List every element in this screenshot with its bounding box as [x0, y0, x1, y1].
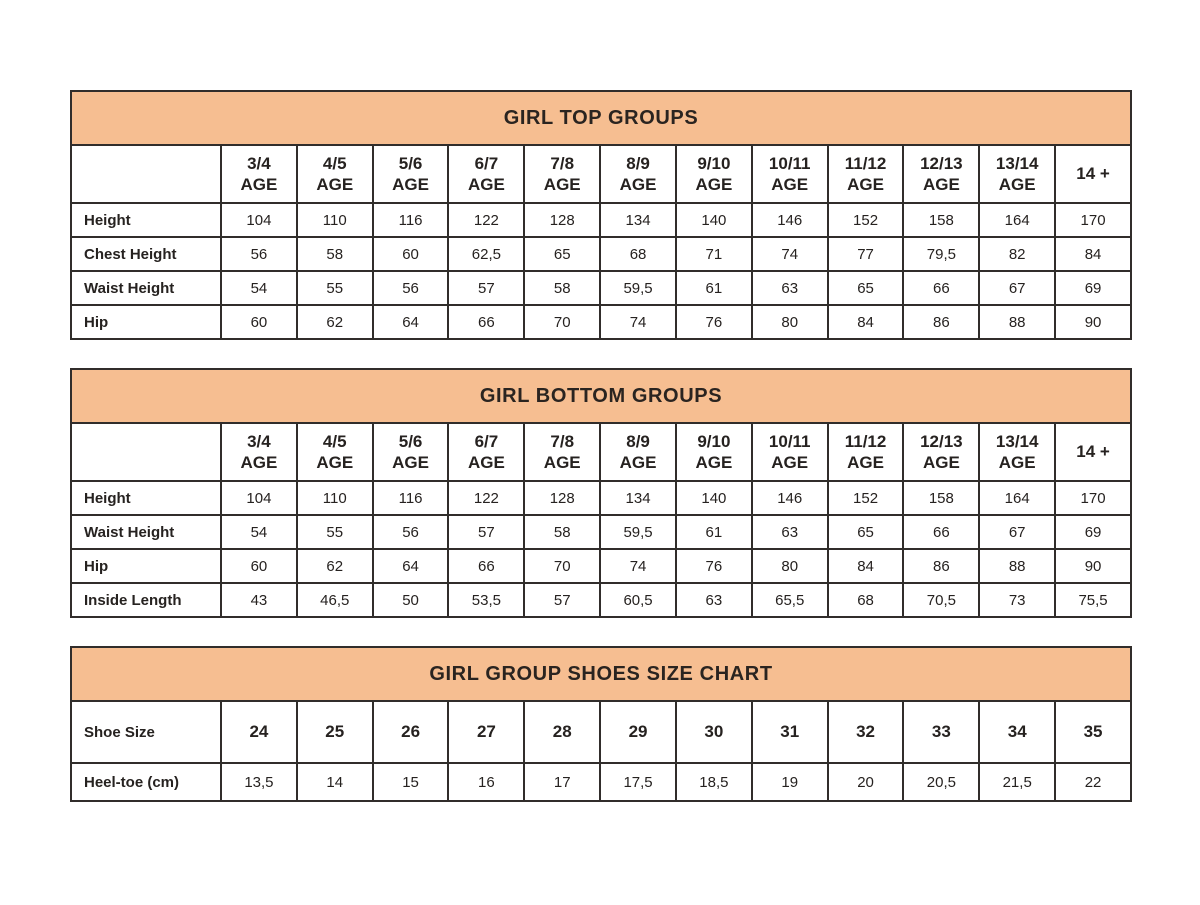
value-cell: 63 [752, 515, 828, 549]
value-cell: 59,5 [600, 271, 676, 305]
value-cell: 13,5 [221, 763, 297, 801]
value-cell: 66 [448, 305, 524, 339]
girl-bottom-groups-table [70, 368, 1132, 618]
value-cell: 60 [221, 305, 297, 339]
value-cell: 60 [373, 237, 449, 271]
value-cell: 63 [752, 271, 828, 305]
age-unit-label: AGE [392, 453, 429, 472]
age-size-label: 14 + [1076, 442, 1110, 462]
age-size-label: 9/10 [697, 153, 731, 173]
value-cell: 26 [373, 701, 449, 763]
table-title-row [71, 369, 1131, 423]
value-cell: 71 [676, 237, 752, 271]
table-row [71, 305, 1131, 339]
age-header-cell [828, 423, 904, 481]
age-unit-label: AGE [619, 175, 657, 194]
age-unit-label: AGE [240, 175, 278, 194]
value-cell: 104 [221, 481, 297, 515]
age-size-label: 6/7 [474, 431, 499, 451]
value-cell: 64 [373, 549, 449, 583]
value-cell: 60,5 [600, 583, 676, 617]
age-unit-label: AGE [619, 453, 657, 472]
value-cell: 170 [1055, 481, 1131, 515]
value-cell: 146 [752, 203, 828, 237]
age-header-cell [524, 145, 600, 203]
corner-cell [71, 423, 221, 481]
value-cell: 128 [524, 203, 600, 237]
value-cell: 54 [221, 271, 297, 305]
value-cell: 84 [828, 305, 904, 339]
age-header-cell [828, 145, 904, 203]
value-cell: 17,5 [600, 763, 676, 801]
value-cell: 164 [979, 481, 1055, 515]
value-cell: 158 [903, 203, 979, 237]
row-label-cell: Hip [71, 305, 221, 339]
age-unit-label: AGE [316, 453, 354, 472]
value-cell: 158 [903, 481, 979, 515]
value-cell: 116 [373, 481, 449, 515]
value-cell: 74 [600, 305, 676, 339]
age-header-cell [448, 145, 524, 203]
value-cell: 50 [373, 583, 449, 617]
value-cell: 122 [448, 203, 524, 237]
age-header-cell [373, 423, 449, 481]
corner-cell [71, 145, 221, 203]
value-cell: 140 [676, 203, 752, 237]
age-unit-label: AGE [695, 175, 733, 194]
age-unit-label: AGE [316, 175, 354, 194]
value-cell: 59,5 [600, 515, 676, 549]
value-cell: 56 [373, 271, 449, 305]
value-cell: 110 [297, 203, 373, 237]
age-header-cell [676, 145, 752, 203]
age-size-label: 12/13 [920, 153, 963, 173]
value-cell: 122 [448, 481, 524, 515]
age-unit-label: AGE [847, 175, 884, 194]
age-size-label: 4/5 [322, 153, 347, 173]
age-header-cell [676, 423, 752, 481]
value-cell: 70 [524, 549, 600, 583]
age-unit-label: AGE [467, 175, 505, 194]
age-size-label: 3/4 [247, 153, 271, 173]
table-row [71, 583, 1131, 617]
value-cell: 73 [979, 583, 1055, 617]
value-cell: 67 [979, 515, 1055, 549]
value-cell: 19 [752, 763, 828, 801]
value-cell: 90 [1055, 305, 1131, 339]
value-cell: 116 [373, 203, 449, 237]
row-label-cell: Waist Height [71, 515, 221, 549]
table-row [71, 271, 1131, 305]
value-cell: 80 [752, 549, 828, 583]
value-cell: 69 [1055, 271, 1131, 305]
value-cell: 22 [1055, 763, 1131, 801]
age-size-label: 14 + [1076, 164, 1110, 184]
value-cell: 134 [600, 481, 676, 515]
value-cell: 128 [524, 481, 600, 515]
value-cell: 140 [676, 481, 752, 515]
age-unit-label: AGE [543, 175, 581, 194]
value-cell: 90 [1055, 549, 1131, 583]
age-header-cell [373, 145, 449, 203]
age-header-row [71, 423, 1131, 481]
value-cell: 66 [903, 515, 979, 549]
age-unit-label: AGE [998, 175, 1036, 194]
age-unit-label: AGE [847, 453, 884, 472]
age-size-label: 11/12 [844, 431, 887, 451]
value-cell: 79,5 [903, 237, 979, 271]
value-cell: 76 [676, 305, 752, 339]
value-cell: 65 [524, 237, 600, 271]
value-cell: 68 [600, 237, 676, 271]
row-label-cell: Height [71, 481, 221, 515]
age-unit-label: AGE [771, 175, 809, 194]
table-row [71, 203, 1131, 237]
value-cell: 152 [828, 203, 904, 237]
girl-shoes-size-table [70, 646, 1132, 802]
age-header-cell [979, 423, 1055, 481]
age-unit-label: AGE [392, 175, 429, 194]
value-cell: 63 [676, 583, 752, 617]
value-cell: 65 [828, 515, 904, 549]
value-cell: 170 [1055, 203, 1131, 237]
value-cell: 110 [297, 481, 373, 515]
value-cell: 58 [524, 271, 600, 305]
age-header-cell [1055, 145, 1131, 203]
age-size-label: 7/8 [550, 431, 575, 451]
value-cell: 88 [979, 549, 1055, 583]
value-cell: 55 [297, 515, 373, 549]
age-unit-label: AGE [240, 453, 278, 472]
age-size-label: 6/7 [474, 153, 499, 173]
table-title: GIRL BOTTOM GROUPS [71, 369, 1131, 423]
age-header-cell [524, 423, 600, 481]
value-cell: 25 [297, 701, 373, 763]
value-cell: 56 [373, 515, 449, 549]
age-header-cell [221, 145, 297, 203]
value-cell: 54 [221, 515, 297, 549]
age-size-label: 12/13 [920, 431, 963, 451]
row-label-cell: Inside Length [71, 583, 221, 617]
age-header-cell [600, 423, 676, 481]
value-cell: 65 [828, 271, 904, 305]
value-cell: 134 [600, 203, 676, 237]
girl-top-groups-table [70, 90, 1132, 340]
age-size-label: 11/12 [844, 153, 887, 173]
value-cell: 43 [221, 583, 297, 617]
value-cell: 65,5 [752, 583, 828, 617]
age-header-cell [221, 423, 297, 481]
age-size-label: 9/10 [697, 431, 731, 451]
value-cell: 57 [524, 583, 600, 617]
table-row [71, 763, 1131, 801]
value-cell: 27 [448, 701, 524, 763]
age-header-cell [600, 145, 676, 203]
value-cell: 70,5 [903, 583, 979, 617]
age-size-label: 7/8 [550, 153, 575, 173]
value-cell: 56 [221, 237, 297, 271]
age-size-label: 3/4 [247, 431, 271, 451]
value-cell: 28 [524, 701, 600, 763]
value-cell: 62 [297, 305, 373, 339]
age-unit-label: AGE [998, 453, 1036, 472]
value-cell: 62,5 [448, 237, 524, 271]
age-size-label: 8/9 [626, 431, 650, 451]
value-cell: 69 [1055, 515, 1131, 549]
value-cell: 60 [221, 549, 297, 583]
age-header-cell [297, 145, 373, 203]
value-cell: 24 [221, 701, 297, 763]
value-cell: 20 [828, 763, 904, 801]
value-cell: 46,5 [297, 583, 373, 617]
age-size-label: 10/11 [768, 153, 811, 173]
row-label-cell: Height [71, 203, 221, 237]
value-cell: 34 [979, 701, 1055, 763]
age-size-label: 10/11 [768, 431, 811, 451]
row-label-cell: Heel-toe (cm) [71, 763, 221, 801]
table-row [71, 237, 1131, 271]
value-cell: 76 [676, 549, 752, 583]
value-cell: 18,5 [676, 763, 752, 801]
table-row [71, 701, 1131, 763]
value-cell: 31 [752, 701, 828, 763]
row-label-cell: Hip [71, 549, 221, 583]
age-header-cell [297, 423, 373, 481]
value-cell: 61 [676, 515, 752, 549]
value-cell: 74 [752, 237, 828, 271]
value-cell: 57 [448, 271, 524, 305]
age-size-label: 5/6 [398, 431, 423, 451]
age-header-cell [448, 423, 524, 481]
value-cell: 86 [903, 549, 979, 583]
table-title-row [71, 647, 1131, 701]
value-cell: 77 [828, 237, 904, 271]
value-cell: 58 [297, 237, 373, 271]
value-cell: 146 [752, 481, 828, 515]
value-cell: 104 [221, 203, 297, 237]
table-row [71, 481, 1131, 515]
value-cell: 75,5 [1055, 583, 1131, 617]
age-header-cell [903, 423, 979, 481]
age-unit-label: AGE [922, 175, 960, 194]
value-cell: 86 [903, 305, 979, 339]
age-unit-label: AGE [695, 453, 733, 472]
age-header-cell [752, 145, 828, 203]
value-cell: 68 [828, 583, 904, 617]
age-unit-label: AGE [922, 453, 960, 472]
age-size-label: 13/14 [995, 431, 1039, 451]
table-title: GIRL GROUP SHOES SIZE CHART [71, 647, 1131, 701]
value-cell: 21,5 [979, 763, 1055, 801]
value-cell: 164 [979, 203, 1055, 237]
value-cell: 53,5 [448, 583, 524, 617]
value-cell: 58 [524, 515, 600, 549]
value-cell: 29 [600, 701, 676, 763]
value-cell: 82 [979, 237, 1055, 271]
value-cell: 15 [373, 763, 449, 801]
value-cell: 70 [524, 305, 600, 339]
age-size-label: 5/6 [398, 153, 423, 173]
table-title: GIRL TOP GROUPS [71, 91, 1131, 145]
value-cell: 80 [752, 305, 828, 339]
table-row [71, 549, 1131, 583]
age-header-cell [979, 145, 1055, 203]
value-cell: 35 [1055, 701, 1131, 763]
value-cell: 16 [448, 763, 524, 801]
value-cell: 67 [979, 271, 1055, 305]
value-cell: 33 [903, 701, 979, 763]
value-cell: 62 [297, 549, 373, 583]
value-cell: 66 [448, 549, 524, 583]
age-header-cell [752, 423, 828, 481]
age-header-row [71, 145, 1131, 203]
row-label-cell: Waist Height [71, 271, 221, 305]
age-unit-label: AGE [543, 453, 581, 472]
value-cell: 17 [524, 763, 600, 801]
value-cell: 20,5 [903, 763, 979, 801]
age-size-label: 4/5 [322, 431, 347, 451]
value-cell: 30 [676, 701, 752, 763]
value-cell: 14 [297, 763, 373, 801]
age-size-label: 8/9 [626, 153, 650, 173]
table-row [71, 515, 1131, 549]
age-size-label: 13/14 [995, 153, 1039, 173]
value-cell: 66 [903, 271, 979, 305]
age-header-cell [1055, 423, 1131, 481]
age-unit-label: AGE [771, 453, 809, 472]
age-header-cell [903, 145, 979, 203]
age-unit-label: AGE [467, 453, 505, 472]
table-title-row [71, 91, 1131, 145]
value-cell: 32 [828, 701, 904, 763]
value-cell: 84 [828, 549, 904, 583]
value-cell: 61 [676, 271, 752, 305]
row-label-cell: Shoe Size [71, 701, 221, 763]
value-cell: 74 [600, 549, 676, 583]
value-cell: 57 [448, 515, 524, 549]
value-cell: 55 [297, 271, 373, 305]
value-cell: 152 [828, 481, 904, 515]
value-cell: 64 [373, 305, 449, 339]
row-label-cell: Chest Height [71, 237, 221, 271]
value-cell: 88 [979, 305, 1055, 339]
value-cell: 84 [1055, 237, 1131, 271]
